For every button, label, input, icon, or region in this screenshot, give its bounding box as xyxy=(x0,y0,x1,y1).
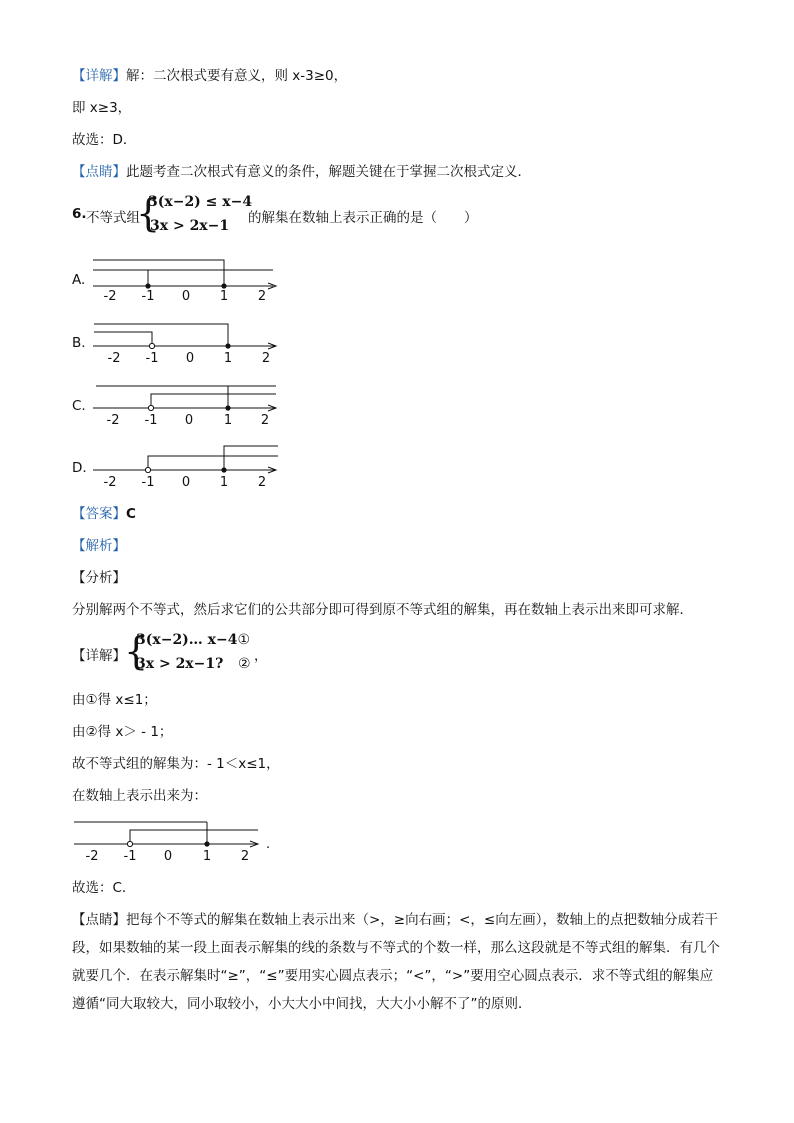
answer-line xyxy=(72,504,136,524)
note-tag: 【点睛】 xyxy=(72,164,126,180)
tick-label: 2 xyxy=(261,351,271,366)
tick-label: 1 xyxy=(202,849,212,864)
tick-label: 2 xyxy=(257,475,267,490)
step-4: 在数轴上表示出来为： xyxy=(72,788,207,804)
inequality-2: 3x > 2x−1 xyxy=(150,218,230,234)
note2-tag: 【点睛】 xyxy=(72,912,126,928)
tick-label: -2 xyxy=(103,475,117,490)
fenxi-tag: 【分析】 xyxy=(72,570,126,586)
tick-label: 2 xyxy=(240,849,250,864)
tick-label: 0 xyxy=(185,351,195,366)
option-a-numberline[interactable] xyxy=(88,256,288,304)
choose-line: 故选：C． xyxy=(72,880,136,896)
system-brace: { xyxy=(136,191,161,235)
step-1: 由①得 x≤1； xyxy=(72,692,157,708)
answer-value: C xyxy=(126,506,136,522)
option-c-label[interactable]: C. xyxy=(72,398,86,414)
inequality-1: 3(x−2) ≤ x−4 xyxy=(148,194,253,210)
question-6 xyxy=(72,190,722,240)
circled-2: ② xyxy=(237,656,251,672)
tick-label: 1 xyxy=(219,475,229,490)
option-d-numberline[interactable] xyxy=(88,442,288,490)
detail-line-3: 故选：D． xyxy=(72,132,137,148)
tick-label: 2 xyxy=(260,413,270,428)
detail-line-1 xyxy=(72,66,347,86)
option-d-label[interactable]: D. xyxy=(72,460,87,476)
detail2-trail: ， xyxy=(254,648,268,664)
tick-label: -1 xyxy=(145,351,159,366)
question-suffix: 的解集在数轴上表示正确的是（ ） xyxy=(248,210,478,226)
note-paragraph xyxy=(72,906,722,1018)
note2-text: 把每个不等式的解集在数轴上表示出来（>，≥向右画；<，≤向左画），数轴上的点把数轴分成若干段，如果数轴的某一段上面表示解集的线的条数与不等式的个数一样，那么这段就是不等式组的解集．有几个就要几个．在表示解集时“≥”，“≤”要用实心圆点表示；“<”，“>”要用空心圆点表示．求不等式组的解集应遵循“同大取较大，同小取较小，小大大小中间找，大大小小解不了”的原则． xyxy=(72,912,720,1012)
answer-tag: 【答案】 xyxy=(72,506,126,522)
option-b-numberline[interactable] xyxy=(88,318,288,366)
tick-label: 0 xyxy=(163,849,173,864)
tick-label: 1 xyxy=(223,351,233,366)
question-prefix: 不等式组 xyxy=(86,210,140,226)
note-text: 此题考查二次根式有意义的条件，解题关键在于掌握二次根式定义． xyxy=(126,164,531,180)
detail2-row-2: 3x > 2x−1? ② xyxy=(136,656,251,672)
question-number: 6. xyxy=(72,206,87,222)
fenxi-text: 分别解两个不等式，然后求它们的公共部分即可得到原不等式组的解集，再在数轴上表示出来即可求解． xyxy=(72,602,693,618)
system-brace: { xyxy=(124,629,149,673)
tick-label: -1 xyxy=(123,849,137,864)
option-b-label[interactable]: B. xyxy=(72,335,86,351)
detail-line-2: 即 x≥3， xyxy=(72,100,132,116)
tick-label: -2 xyxy=(85,849,99,864)
tick-label: -2 xyxy=(106,413,120,428)
tick-label: 0 xyxy=(181,289,191,304)
note-line-1 xyxy=(72,162,531,182)
solution-numberline xyxy=(72,814,282,864)
detail-text: 解：二次根式要有意义，则 x-3≥0， xyxy=(126,68,348,84)
option-c-numberline[interactable] xyxy=(88,380,288,428)
tick-label: 1 xyxy=(223,413,233,428)
option-a-label[interactable]: A. xyxy=(72,272,86,288)
detail-tag: 【详解】 xyxy=(72,68,126,84)
tick-label: 0 xyxy=(181,475,191,490)
tick-label: 0 xyxy=(184,413,194,428)
detail-2 xyxy=(72,628,372,680)
period: . xyxy=(266,837,271,852)
circled-1: ① xyxy=(237,632,251,648)
tick-label: 2 xyxy=(257,289,267,304)
tick-label: -1 xyxy=(141,475,155,490)
tick-label: -1 xyxy=(141,289,155,304)
tick-label: 1 xyxy=(219,289,229,304)
tick-label: -1 xyxy=(144,413,158,428)
step-2: 由②得 x＞ - 1； xyxy=(72,724,173,740)
analysis-tag: 【解析】 xyxy=(72,538,126,554)
detail2-row-1: 3(x−2)… x−4① xyxy=(136,632,251,648)
step-3: 故不等式组的解集为：- 1＜x≤1， xyxy=(72,756,280,772)
tick-label: -2 xyxy=(107,351,121,366)
tick-label: -2 xyxy=(103,289,117,304)
detail2-tag: 【详解】 xyxy=(72,648,126,664)
